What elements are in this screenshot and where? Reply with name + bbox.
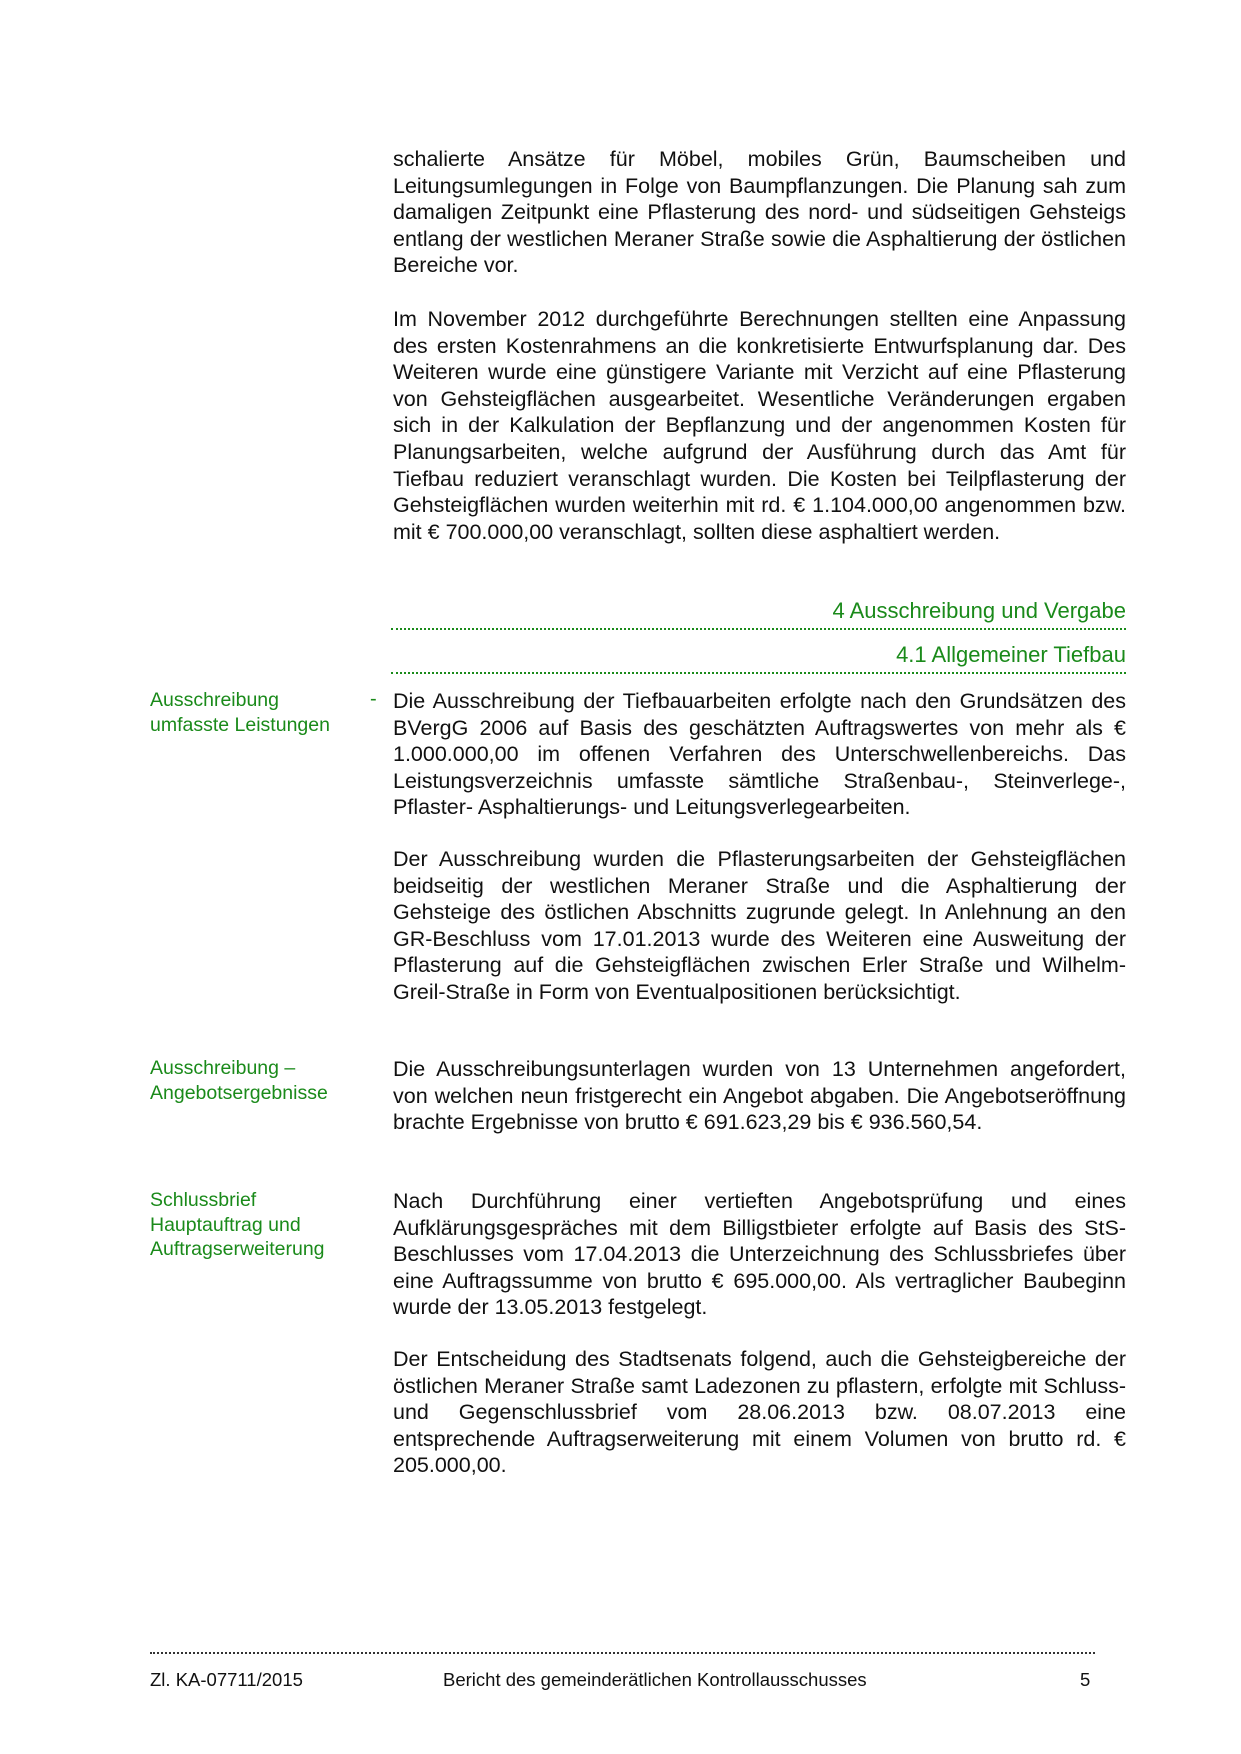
paragraph-text: Die Ausschreibungsunterlagen wurden von 13 Unternehmen angefordert, von welchen neun fristgerecht ein Angebot abgaben. Die Angebotseröffnung brachte Ergebnisse von brutto € 691.623,29 bis € 936.560,54. xyxy=(393,1057,1126,1135)
paragraph-kosten-planung xyxy=(393,146,1126,279)
margin-note-line: Ausschreibung – xyxy=(150,1057,296,1079)
footer-title: Bericht des gemeinderätlichen Kontrollausschusses xyxy=(443,1669,867,1690)
margin-note-line: umfasste Leistungen xyxy=(150,713,330,736)
heading-divider xyxy=(391,672,1126,674)
paragraph-schlussbrief xyxy=(393,1188,1126,1321)
margin-note-line: Auftragserweiterung xyxy=(150,1238,325,1260)
margin-note-line: Ausschreibung xyxy=(150,689,279,711)
heading-divider xyxy=(391,628,1126,630)
section-heading-4-1: 4.1 Allgemeiner Tiefbau xyxy=(896,642,1126,667)
margin-note-line: Hauptauftrag und xyxy=(150,1213,301,1236)
margin-note-leistungen xyxy=(150,688,365,737)
section-heading-4: 4 Ausschreibung und Vergabe xyxy=(832,598,1126,623)
paragraph-text: Die Ausschreibung der Tiefbauarbeiten erfolgte nach den Grundsätzen des BVergG 2006 auf Basis des geschätzten Auftragswertes von mehr als € 1.000.000,00 im offenen Verfahren des Unterschwellenbereichs. Das Leistungsverzeichnis umfasste sämtliche Straßenbau-, Steinverlege-, Pflaster- Asphaltierungs- und Leitungsverlegearbeiten. xyxy=(393,689,1126,820)
page-number: 5 xyxy=(1080,1669,1091,1690)
paragraph-text: Nach Durchführung einer vertieften Angebotsprüfung und eines Aufklärungsgespräches mit dem Billigstbieter erfolgte auf Basis des StS-Beschlusses vom 17.04.2013 die Unterzeichnung des Schlussbriefes über eine Auftragssumme von brutto € 695.000,00. Als vertraglicher Baubeginn wurde der 13.05.2013 festgelegt. xyxy=(393,1189,1126,1320)
footer-divider xyxy=(150,1652,1095,1654)
paragraph-auftragserweiterung xyxy=(393,1346,1126,1479)
paragraph-text: Der Entscheidung des Stadtsenats folgend, auch die Gehsteigbereiche der östlichen Meraner Straße samt Ladezonen zu pflastern, erfolgte mit Schluss- und Gegenschlussbrief vom 28.06.2013 bzw. 08.07.2013 eine entsprechende Auftragserweiterung mit einem Volumen von brutto rd. € 205.000,00. xyxy=(393,1347,1126,1478)
paragraph-text: schalierte Ansätze für Möbel, mobiles Grün, Baumscheiben und Leitungsumlegungen in Folge von Baumpflanzungen. Die Planung sah zum damaligen Zeitpunkt eine Pflasterung des nord- und südseitigen Gehsteigs entlang der westlichen Meraner Straße sowie die Asphaltierung der östlichen Bereiche vor. xyxy=(393,147,1126,278)
paragraph-angebote xyxy=(393,1056,1126,1136)
paragraph-pflasterung xyxy=(393,846,1126,1006)
margin-note-line: Angebotsergebnisse xyxy=(150,1081,328,1104)
margin-note-angebotsergebnisse xyxy=(150,1056,365,1105)
margin-note-schlussbrief xyxy=(150,1188,365,1262)
paragraph-text: Der Ausschreibung wurden die Pflasterungsarbeiten der Gehsteigflächen beidseitig der westlichen Meraner Straße und die Asphaltierung der Gehsteige des östlichen Abschnitts zugrunde gelegt. In Anlehnung an den GR-Beschluss vom 17.01.2013 wurde des Weiteren eine Ausweitung der Pflasterung auf die Gehsteigflächen zwischen Erler Straße und Wilhelm-Greil-Straße in Form von Eventualpositionen berücksichtigt. xyxy=(393,847,1126,1004)
paragraph-kostenberechnung xyxy=(393,306,1126,545)
paragraph-text: Im November 2012 durchgeführte Berechnungen stellten eine Anpassung des ersten Kostenrahmens an die konkretisierte Entwurfsplanung dar. Des Weiteren wurde eine günstigere Variante mit Verzicht auf eine Pflasterung von Gehsteigflächen ausgearbeitet. Wesentliche Veränderungen ergaben sich in der Kalkulation der Bepflanzung und der angenommen Kosten für Planungsarbeiten, welche aufgrund der Ausführung durch das Amt für Tiefbau reduziert veranschlagt wurden. Die Kosten bei Teilpflasterung der Gehsteigflächen wurden weiterhin mit rd. € 1.104.000,00 angenommen bzw. mit € 700.000,00 veranschlagt, sollten diese asphaltiert werden. xyxy=(393,307,1126,544)
paragraph-ausschreibung xyxy=(393,688,1126,821)
margin-note-line: Schlussbrief xyxy=(150,1189,257,1211)
margin-note-dash: - xyxy=(370,688,377,710)
footer-reference: Zl. KA-07711/2015 xyxy=(150,1669,303,1690)
